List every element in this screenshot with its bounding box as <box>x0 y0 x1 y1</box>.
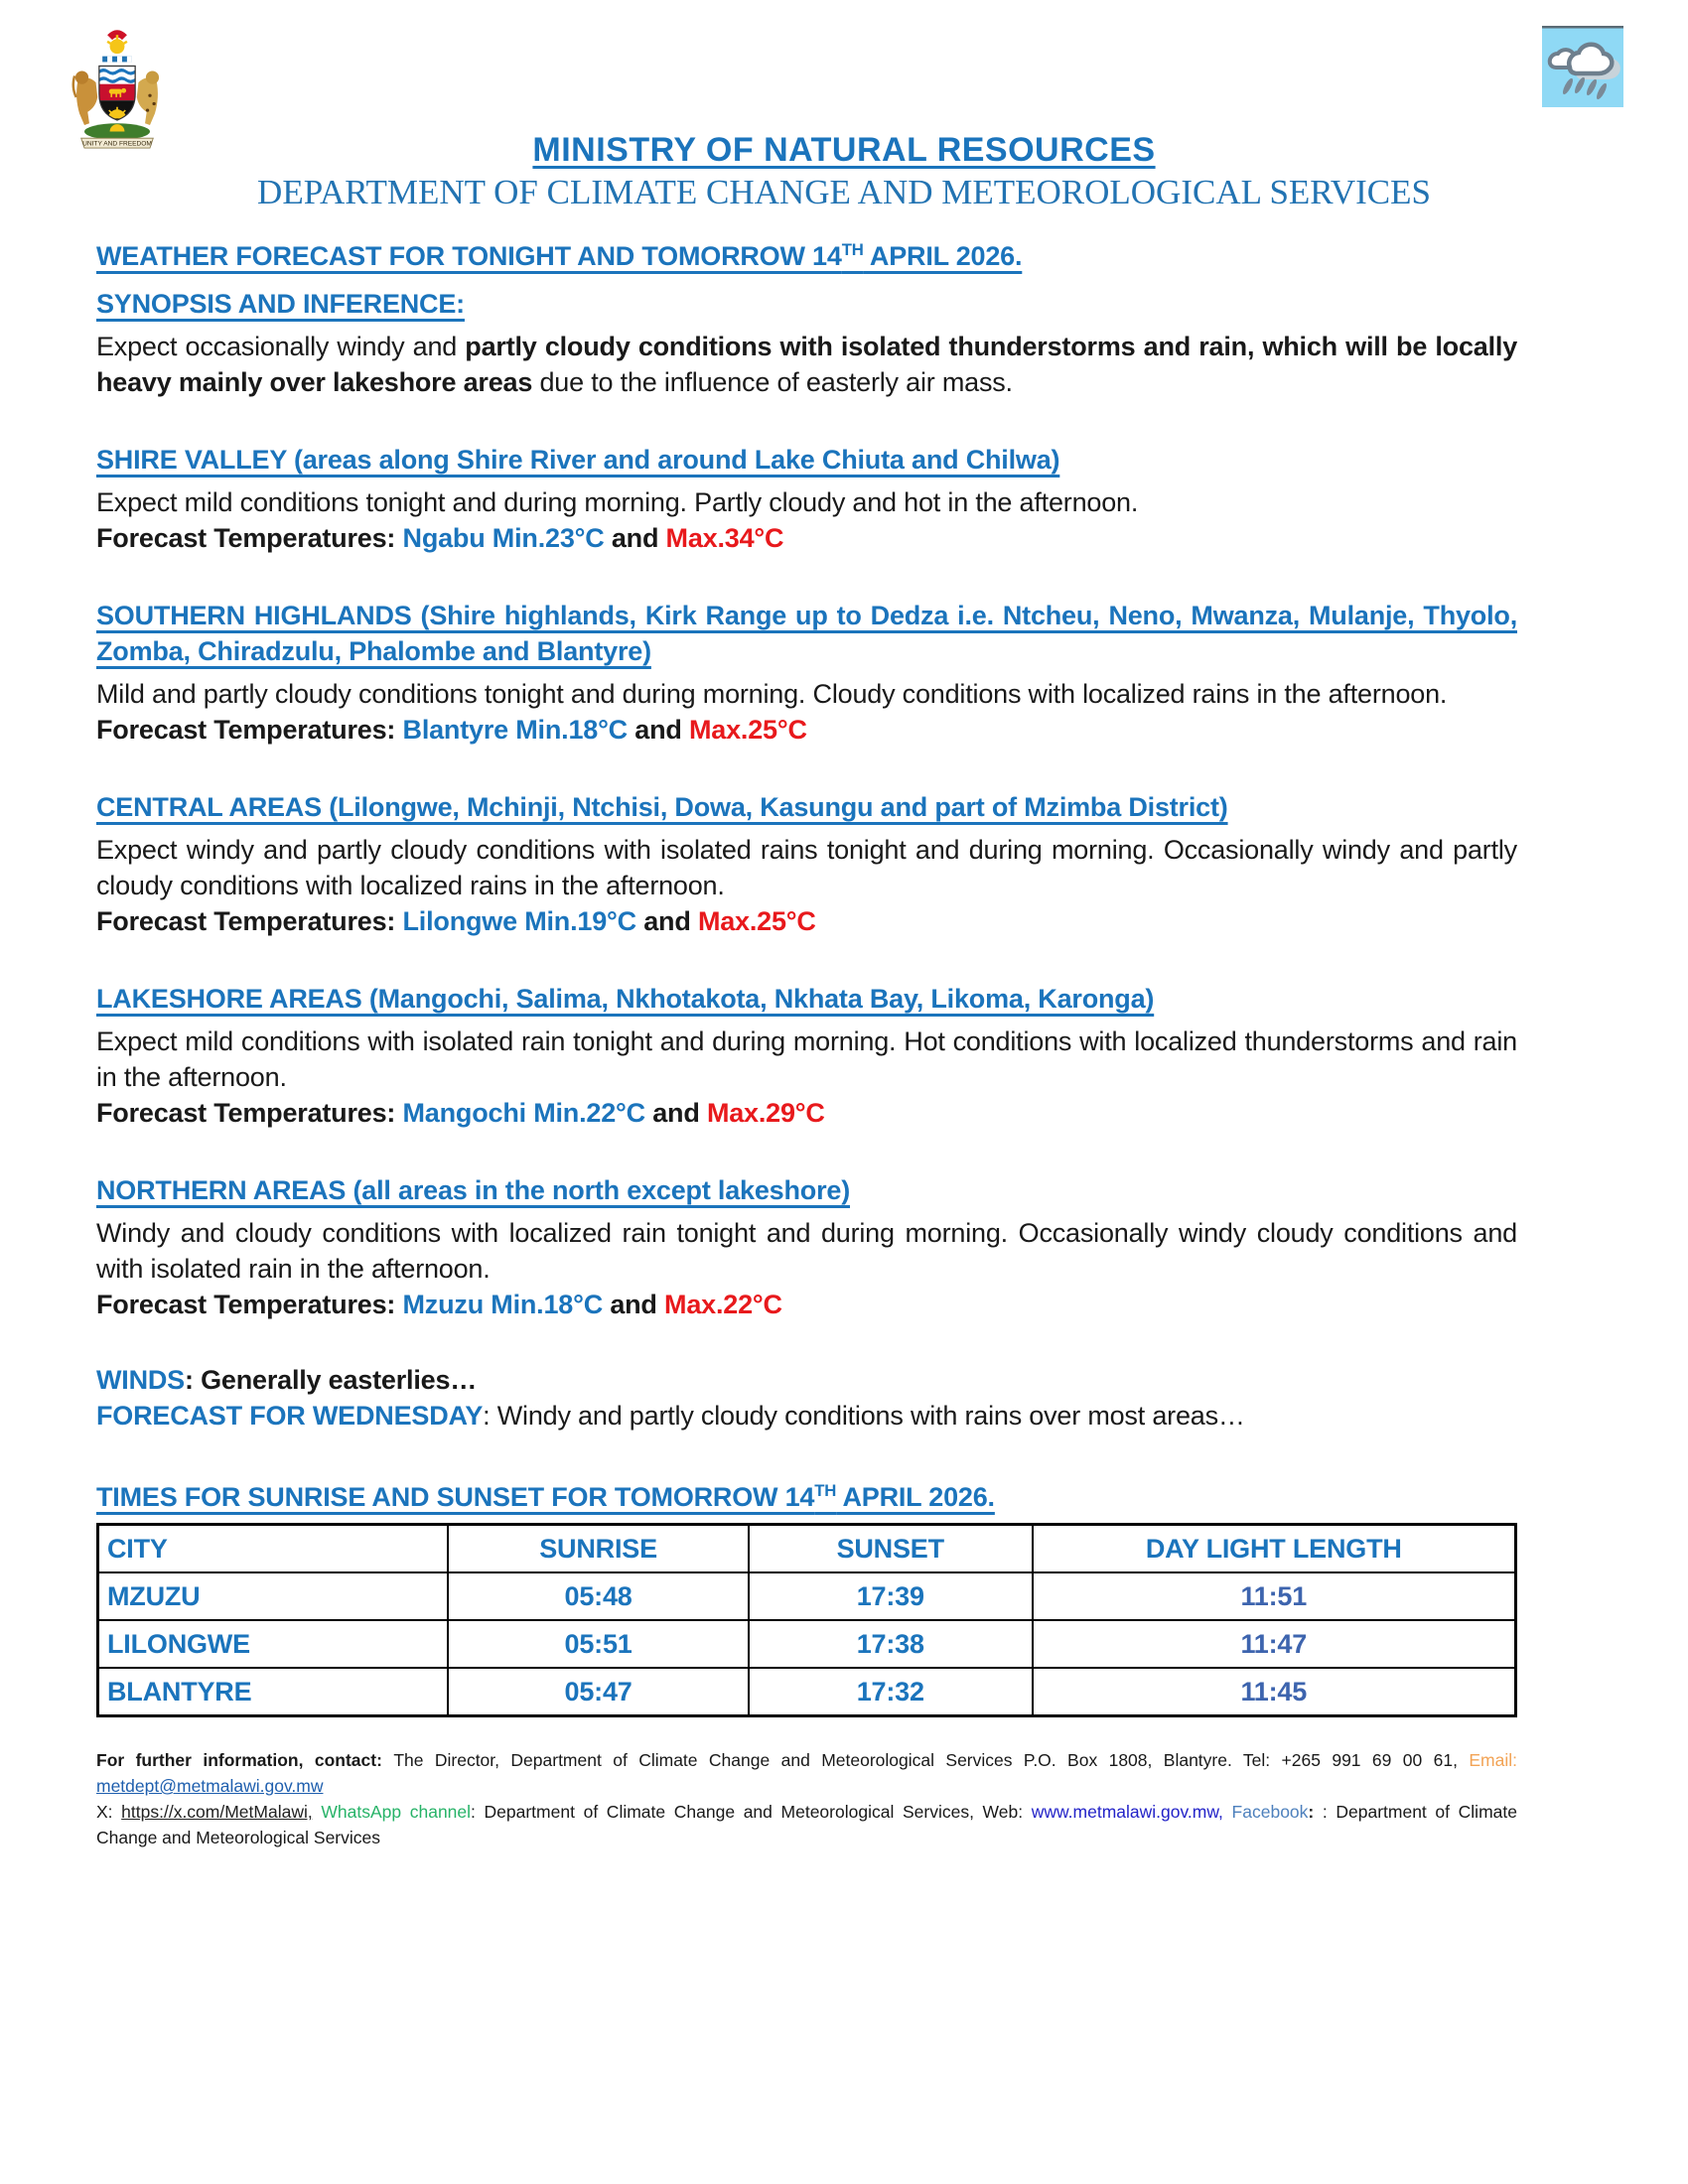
whatsapp-label: WhatsApp channel <box>312 1802 472 1822</box>
lion-supporter <box>73 71 97 125</box>
wednesday-text: : Windy and partly cloudy conditions with rains over most areas… <box>483 1401 1245 1431</box>
synopsis-text-end: due to the influence of easterly air mass. <box>532 367 1013 397</box>
sun-table-title-date: APRIL 2026. <box>836 1482 995 1512</box>
temps-and: and <box>604 523 666 553</box>
synopsis-heading: SYNOPSIS AND INFERENCE: <box>96 289 465 319</box>
letterhead <box>0 0 1688 212</box>
contact-text: The Director, Department of Climate Change and Meteorological Services P.O. Box 1808, Blantyre. Tel: +265 991 69 00 61, <box>393 1750 1470 1770</box>
facebook-text: : Department of Climate Change and Meteorological Services <box>96 1802 1517 1847</box>
section-heading: SHIRE VALLEY (areas along Shire River and around Lake Chiuta and Chilwa) <box>96 445 1060 475</box>
x-label: X: <box>96 1802 122 1822</box>
forecast-temperatures <box>96 1287 1517 1322</box>
forecast-temperatures <box>96 903 1517 939</box>
city-cell: MZUZU <box>98 1572 449 1620</box>
temps-and: and <box>603 1290 665 1319</box>
section-body: Expect mild conditions tonight and during morning. Partly cloudy and hot in the afternoon. <box>96 487 1139 517</box>
x-profile-link[interactable]: https://x.com/MetMalawi, <box>121 1802 313 1822</box>
section-heading: SOUTHERN HIGHLANDS (Shire highlands, Kirk Range up to Dedza i.e. Ntcheu, Neno, Mwanza, Mulanje, Thyolo, Zomba, Chiradzulu, Phalombe and Blantyre) <box>96 601 1517 666</box>
daylight-cell: 11:51 <box>1033 1572 1516 1620</box>
temps-and: and <box>635 906 698 936</box>
city-cell: LILONGWE <box>98 1620 449 1668</box>
motto-text: UNITY AND FREEDOM <box>82 140 152 148</box>
max-temp: Max.29°C <box>706 1098 825 1128</box>
sunrise-cell: 05:48 <box>448 1572 749 1620</box>
forecast-title-ordinal: TH <box>841 240 864 259</box>
temps-label: Forecast Temperatures: <box>96 1098 403 1128</box>
header-daylight: DAY LIGHT LENGTH <box>1033 1525 1516 1573</box>
section-shire-valley <box>96 442 1517 556</box>
section-heading: CENTRAL AREAS (Lilongwe, Mchinji, Ntchisi, Dowa, Kasungu and part of Mzimba District) <box>96 792 1228 822</box>
website-link[interactable]: www.metmalawi.gov.mw, <box>1031 1802 1223 1822</box>
temps-label: Forecast Temperatures: <box>96 715 403 745</box>
min-temp: Blantyre Min.18°C <box>402 715 628 745</box>
section-lakeshore-areas <box>96 981 1517 1131</box>
synopsis-paragraph <box>96 329 1517 400</box>
contact-footer: For further information, contact: The Director, Department of Climate Change and Meteorological Services P.O. Box 1808, Blantyre. Tel: +265 991 69 00 61, Email: metdept@metmalawi.gov.mw X: https://x.com/MetMalawi, WhatsApp channel: Department of Climate Change and Meteorological Services, Web: www.metmalawi.gov.mw, Facebook: : Department of Climate Change and Meteorological Services <box>96 1750 1517 1847</box>
table-header-row <box>98 1525 1516 1573</box>
forecast-title <box>96 238 1517 274</box>
temps-label: Forecast Temperatures: <box>96 1290 403 1319</box>
shield <box>99 67 135 124</box>
max-temp: Max.22°C <box>664 1290 782 1319</box>
header-sunrise: SUNRISE <box>448 1525 749 1573</box>
forecast-temperatures <box>96 520 1517 556</box>
min-temp: Mangochi Min.22°C <box>402 1098 645 1128</box>
rain-cloud-icon <box>1542 26 1623 107</box>
sunset-cell: 17:32 <box>749 1668 1033 1716</box>
wednesday-label: FORECAST FOR WEDNESDAY <box>96 1401 484 1431</box>
section-body: Mild and partly cloudy conditions tonight and during morning. Cloudy conditions with localized rains in the afternoon. <box>96 679 1448 709</box>
temps-label: Forecast Temperatures: <box>96 523 403 553</box>
temps-and: and <box>644 1098 707 1128</box>
header-sunset: SUNSET <box>749 1525 1033 1573</box>
section-heading: NORTHERN AREAS (all areas in the north except lakeshore) <box>96 1175 850 1205</box>
section-body: Expect windy and partly cloudy conditions with isolated rains tonight and during morning. Occasionally windy and partly cloudy conditions with localized rains in the afternoon. <box>96 835 1517 900</box>
department-title: DEPARTMENT OF CLIMATE CHANGE AND METEOROLOGICAL SERVICES <box>257 173 1431 211</box>
section-northern-areas <box>96 1172 1517 1322</box>
max-temp: Max.34°C <box>665 523 784 553</box>
sun-table-title <box>96 1479 995 1515</box>
temps-and: and <box>627 715 689 745</box>
winds-text: : Generally easterlies… <box>185 1365 478 1395</box>
malawi-coat-of-arms-icon <box>68 22 167 153</box>
sunset-cell: 17:38 <box>749 1620 1033 1668</box>
table-row-mzuzu <box>98 1572 1516 1620</box>
temps-label: Forecast Temperatures: <box>96 906 403 936</box>
winds-block <box>96 1362 1517 1433</box>
sunrise-sunset-table <box>96 1523 1517 1717</box>
sunset-cell: 17:39 <box>749 1572 1033 1620</box>
section-southern-highlands <box>96 598 1517 748</box>
winds-line <box>96 1362 1517 1398</box>
section-body: Windy and cloudy conditions with localized rain tonight and during morning. Occasionally windy cloudy conditions and with isolated rain in the afternoon. <box>96 1218 1517 1284</box>
sun-table-title-text: TIMES FOR SUNRISE AND SUNSET FOR TOMORROW 14 <box>96 1482 815 1512</box>
section-body: Expect mild conditions with isolated rain tonight and during morning. Hot conditions with localized thunderstorms and rain in the afternoon. <box>96 1026 1517 1092</box>
forecast-temperatures <box>96 1095 1517 1131</box>
document-body <box>96 238 1517 1850</box>
leopard-supporter <box>137 71 159 125</box>
min-temp: Ngabu Min.23°C <box>402 523 605 553</box>
max-temp: Max.25°C <box>697 906 816 936</box>
table-row-lilongwe <box>98 1620 1516 1668</box>
forecast-temperatures <box>96 712 1517 748</box>
header-city: CITY <box>98 1525 449 1573</box>
whatsapp-text: : Department of Climate Change and Meteorological Services, Web: <box>471 1802 1032 1822</box>
city-cell: BLANTYRE <box>98 1668 449 1716</box>
synopsis-text: Expect occasionally windy and <box>96 332 466 361</box>
max-temp: Max.25°C <box>689 715 807 745</box>
wednesday-line <box>96 1398 1517 1433</box>
ministry-title: MINISTRY OF NATURAL RESOURCES <box>532 131 1156 169</box>
sunrise-cell: 05:47 <box>448 1668 749 1716</box>
email-link[interactable]: metdept@metmalawi.gov.mw <box>96 1776 324 1796</box>
winds-label: WINDS <box>96 1365 185 1395</box>
contact-label: For further information, contact: <box>96 1750 394 1770</box>
sun-table-title-ordinal: TH <box>814 1481 837 1500</box>
section-heading: LAKESHORE AREAS (Mangochi, Salima, Nkhotakota, Nkhata Bay, Likoma, Karonga) <box>96 984 1155 1014</box>
facebook-label: Facebook <box>1222 1802 1309 1822</box>
min-temp: Lilongwe Min.19°C <box>402 906 636 936</box>
section-central-areas <box>96 789 1517 939</box>
synopsis-emphasis: partly cloudy conditions with isolated thunderstorms and rain, which will be locally heavy mainly over lakeshore areas <box>96 332 1518 397</box>
sunrise-cell: 05:51 <box>448 1620 749 1668</box>
daylight-cell: 11:47 <box>1033 1620 1516 1668</box>
daylight-cell: 11:45 <box>1033 1668 1516 1716</box>
min-temp: Mzuzu Min.18°C <box>402 1290 604 1319</box>
forecast-title-text: WEATHER FORECAST FOR TONIGHT AND TOMORROW 14 <box>96 241 842 271</box>
email-label: Email: <box>1469 1750 1517 1770</box>
table-row-blantyre <box>98 1668 1516 1716</box>
forecast-title-date: APRIL 2026. <box>863 241 1023 271</box>
